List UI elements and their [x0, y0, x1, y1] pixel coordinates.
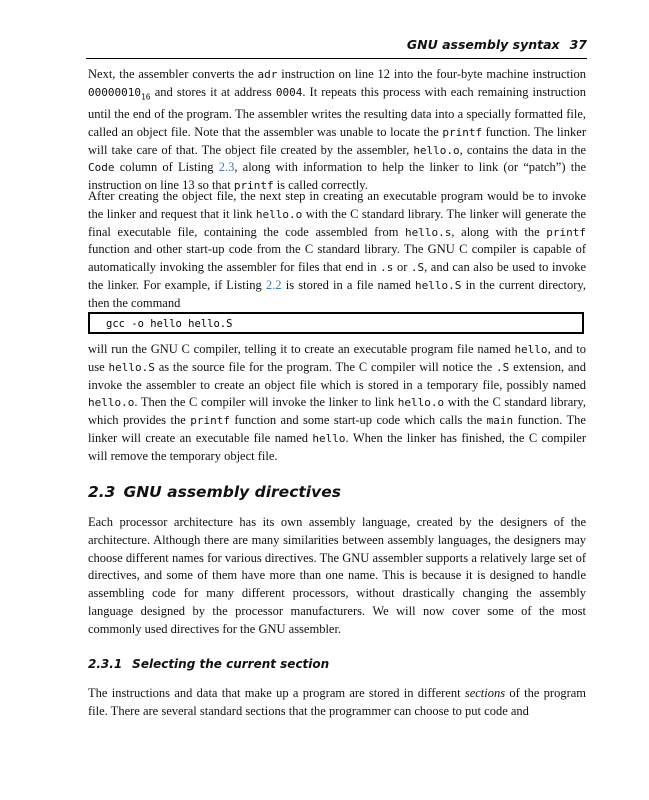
inline-code: adr	[257, 68, 278, 81]
section-heading	[88, 483, 341, 501]
inline-code: hello.o	[88, 396, 135, 410]
paragraph-directives-intro: Each processor architecture has its own assembly language, created by the designers of the architecture. Although there are many similarities between assembly languages, the designers may choose different names for various directives. The GNU assembler supports a relatively large set of directives, and some of them have more than one name. This is because it is designed to handle assembling code for many different processors, without drastically changing the assembly language designed by the processor manufacturers. We will now cover some of the most commonly used directives for the GNU assembler.	[88, 515, 586, 636]
inline-code: hello.S	[415, 278, 462, 292]
paragraph-compiler: will run the GNU C compiler, telling it to create an executable program file named hello, and to use hello.S as the source file for the program. The C compiler will notice the .S extension, and invoke the assembler to create an object file which is stored in a temporary file, possibly named hello.o. Then the C compiler will invoke the linker to link hello.o with the C standard library, which provides the printf function and some start-up code which calls the main function. The linker will create an executable file named hello. When the linker has finished, the C compiler will remove the temporary object file.	[88, 342, 587, 463]
listing-link[interactable]: 2.3	[218, 160, 235, 175]
running-header	[407, 37, 587, 52]
paragraph-linker: After creating the object file, the next step in creating an executable program would be to invoke the linker and request that it link hello.o with the C standard library. The linker will generate the final executable file, containing the code assembled from hello.s, along with the printf function and other start-up code from the C standard library. The GNU C compiler is capable of automatically invoking the assembler for files that end in .s or .S, and can also be used to invoke the linker. For example, if Listing 2.2 is stored in a file named hello.S in the current directory, then the command	[88, 189, 587, 310]
header-rule	[86, 58, 587, 59]
subsection-number: 2.3.1	[88, 657, 123, 671]
inline-code: hello	[312, 431, 346, 445]
section-title: GNU assembly directives	[123, 483, 341, 501]
inline-code: printf	[546, 225, 587, 239]
emphasis: sections	[464, 686, 506, 700]
inline-code: hello.o	[255, 207, 303, 221]
inline-code: 0004	[275, 85, 303, 99]
paragraph-sections: The instructions and data that make up a program are stored in different sections of the program file. There are several standard sections that the programmer can choose to put code and	[88, 686, 586, 718]
subsection-heading	[88, 657, 329, 671]
subscript: 16	[140, 92, 151, 102]
inline-code: printf	[442, 125, 483, 139]
running-title: GNU assembly syntax	[406, 37, 560, 52]
inline-code: hello.S	[108, 360, 155, 374]
inline-code: hello.o	[413, 143, 460, 157]
inline-code: .S	[410, 261, 425, 275]
inline-code: printf	[190, 414, 230, 428]
subsection-title: Selecting the current section	[132, 657, 330, 671]
code-block: gcc -o hello hello.S	[88, 312, 584, 334]
inline-code: .S	[496, 360, 510, 374]
inline-code: Code	[88, 161, 115, 175]
inline-code: 00000010	[88, 85, 141, 99]
inline-code: main	[486, 414, 514, 428]
inline-code: hello.s	[405, 225, 452, 239]
page-number: 37	[569, 37, 587, 52]
inline-code: printf	[233, 179, 274, 193]
section-number: 2.3	[88, 483, 116, 501]
listing-link[interactable]: 2.2	[265, 277, 282, 292]
paragraph-assembler-output: Next, the assembler converts the adr instruction on line 12 into the four-byte machine instruction $00000010_{16}$ and stores it at address 0004. It repeats this process with each remaining instruction until the end of the program. The assembler writes the resulting data into a specially formatted file, called an object file. Note that the assembler was unable to locate the printf function. The linker will take care of that. The object file created by the assembler, hello.o, contains the data in the Code column of Listing 2.3, along with information to help the linker to link (or “patch”) the instruction on line 13 so that printf is called correctly.	[88, 67, 587, 193]
inline-code: .s	[380, 261, 394, 275]
inline-code: hello	[514, 343, 548, 356]
inline-code: hello.o	[397, 396, 445, 410]
